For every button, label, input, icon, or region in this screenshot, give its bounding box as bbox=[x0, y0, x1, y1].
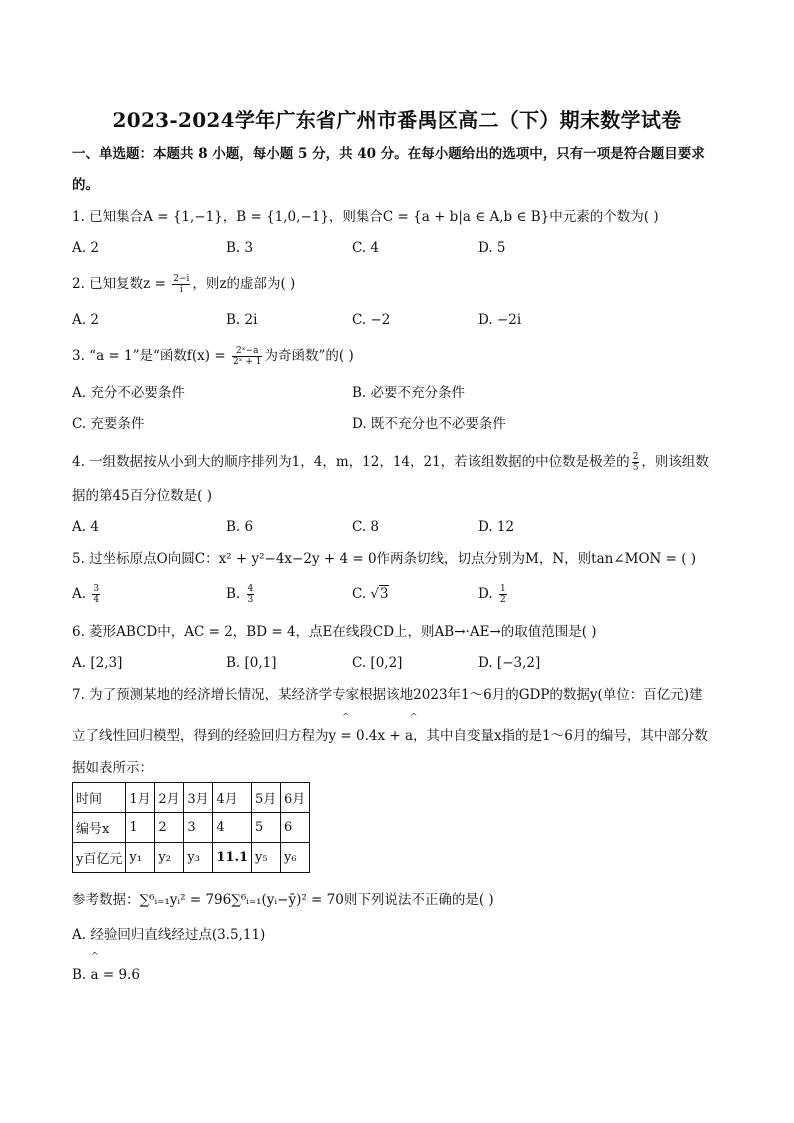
q4-stem-b: ，则该组数 bbox=[641, 454, 709, 470]
q3-stem-b: 为奇函数”的( ) bbox=[264, 348, 354, 364]
q5-option-d-num: 1 bbox=[499, 584, 506, 594]
q4-frac-num: 2 bbox=[632, 452, 639, 462]
q5-option-b-label: B. bbox=[226, 586, 241, 602]
table-cell: 3月 bbox=[184, 783, 213, 813]
section-heading: 一、单选题：本题共 8 小题，每小题 5 分，共 40 分。在每小题给出的选项中，只有一项是符合题目要求 bbox=[72, 146, 705, 162]
q5-option-b bbox=[226, 584, 256, 605]
table-cell: 5 bbox=[252, 813, 281, 843]
table-cell: 4月 bbox=[213, 783, 252, 813]
table-cell: 11.1 bbox=[213, 843, 252, 873]
table-row bbox=[73, 813, 310, 843]
q2-frac-den: i bbox=[179, 285, 183, 295]
q6-option-a: A. [2,3] bbox=[72, 655, 123, 671]
page-title: 2023-2024学年广东省广州市番禺区高二（下）期末数学试卷 bbox=[112, 108, 682, 132]
q7-hat-a: ^ bbox=[410, 713, 418, 723]
q5-option-d-fraction bbox=[499, 584, 507, 605]
table-cell: y₆ bbox=[281, 843, 310, 873]
q2-stem-b: ，则z的虚部为( ) bbox=[192, 276, 296, 292]
table-cell: y₃ bbox=[184, 843, 213, 873]
q3-stem-a: 3. “a = 1”是“函数f(x) = bbox=[72, 348, 230, 364]
table-cell: 6月 bbox=[281, 783, 310, 813]
q5-option-b-fraction bbox=[247, 584, 255, 605]
table-cell: y₅ bbox=[252, 843, 281, 873]
table-cell: y₂ bbox=[155, 843, 184, 873]
q2-option-c: C. −2 bbox=[352, 312, 391, 328]
q2-stem bbox=[72, 274, 295, 295]
q3-stem bbox=[72, 346, 354, 367]
q5-option-d-den: 2 bbox=[499, 595, 506, 605]
q5-option-b-num: 4 bbox=[247, 584, 254, 594]
q2-fraction bbox=[172, 274, 190, 295]
q3-fraction bbox=[232, 346, 263, 367]
q5-option-a bbox=[72, 584, 102, 605]
q5-option-d-label: D. bbox=[478, 586, 493, 602]
q7-option-a: A. 经验回归直线经过点(3.5,11) bbox=[72, 927, 266, 943]
q4-fraction bbox=[632, 452, 640, 473]
q4-option-a: A. 4 bbox=[72, 519, 99, 535]
q6-option-c: C. [0,2] bbox=[352, 655, 403, 671]
q1-option-d: D. 5 bbox=[478, 240, 506, 256]
table-cell: 6 bbox=[281, 813, 310, 843]
q2-option-b: B. 2i bbox=[226, 312, 258, 328]
q3-frac-den: 2ˣ + 1 bbox=[232, 357, 262, 367]
q3-option-c: C. 充要条件 bbox=[72, 416, 145, 432]
q6-stem: 6. 菱形ABCD中，AC = 2，BD = 4，点E在线段CD上，则AB→·AE→的取值范围是( ) bbox=[72, 624, 597, 640]
q4-frac-den: 5 bbox=[632, 463, 639, 473]
q2-stem-a: 2. 已知复数z = bbox=[72, 276, 171, 292]
q3-option-d: D. 既不充分也不必要条件 bbox=[352, 416, 506, 432]
table-cell: 编号x bbox=[73, 813, 126, 843]
table-cell: 1 bbox=[126, 813, 155, 843]
q5-option-c-label: C. bbox=[352, 586, 367, 602]
table-cell: 3 bbox=[184, 813, 213, 843]
table-cell: y₁ bbox=[126, 843, 155, 873]
q7-option-b-hat: ^ bbox=[91, 952, 99, 962]
q4-option-d: D. 12 bbox=[478, 519, 515, 535]
q2-option-a: A. 2 bbox=[72, 312, 99, 328]
q4-stem-a: 4. 一组数据按从小到大的顺序排列为1，4，m，12，14，21，若该组数据的中位数是极差的 bbox=[72, 454, 630, 470]
q3-option-b: B. 必要不充分条件 bbox=[352, 385, 466, 401]
q4-option-c: C. 8 bbox=[352, 519, 380, 535]
q7-option-b: B. a = 9.6 bbox=[72, 967, 140, 983]
q1-option-c: C. 4 bbox=[352, 240, 380, 256]
table-cell: y百亿元 bbox=[73, 843, 126, 873]
q1-option-a: A. 2 bbox=[72, 240, 99, 256]
q5-option-b-den: 3 bbox=[247, 595, 254, 605]
q5-option-a-num: 3 bbox=[93, 584, 100, 594]
table-row bbox=[73, 843, 310, 873]
q5-option-a-den: 4 bbox=[93, 595, 100, 605]
q5-option-c: C. √3 bbox=[352, 586, 389, 602]
q7-stem-line3: 据如表所示： bbox=[72, 760, 153, 776]
q3-frac-num: 2ˣ−a bbox=[232, 346, 263, 357]
q4-stem bbox=[72, 452, 709, 473]
q7-stem-line2: 立了线性回归模型，得到的经验回归方程为y = 0.4x + a，其中自变量x指的是1～6月的编号，其中部分数 bbox=[72, 728, 708, 744]
table-cell: 1月 bbox=[126, 783, 155, 813]
section-heading-cont: 的。 bbox=[72, 177, 99, 193]
q5-option-d bbox=[478, 584, 509, 605]
q5-stem: 5. 过坐标原点O向圆C：x² + y²−4x−2y + 4 = 0作两条切线，切点分别为M，N，则tan∠MON = ( ) bbox=[72, 551, 697, 567]
table-cell: 5月 bbox=[252, 783, 281, 813]
table-cell: 2 bbox=[155, 813, 184, 843]
q7-stem-line1: 7. 为了预测某地的经济增长情况，某经济学专家根据该地2023年1～6月的GDP的数据y(单位：百亿元)建 bbox=[72, 687, 703, 703]
q6-option-d: D. [−3,2] bbox=[478, 655, 541, 671]
q5-option-c-root: 3 bbox=[380, 586, 389, 602]
table-row bbox=[73, 783, 310, 813]
q3-option-a: A. 充分不必要条件 bbox=[72, 385, 185, 401]
q2-frac-num: 2−i bbox=[173, 274, 190, 284]
q6-option-b: B. [0,1] bbox=[226, 655, 277, 671]
q7-reference-data: 参考数据：∑⁶ᵢ₌₁yᵢ² = 796∑⁶ᵢ₌₁(yᵢ−ȳ)² = 70则下列说法不正确的是( ) bbox=[72, 892, 494, 908]
q4-stem-cont: 据的第45百分位数是( ) bbox=[72, 488, 213, 504]
table-cell: 时间 bbox=[73, 783, 126, 813]
q1-stem: 1. 已知集合A = {1,−1}，B = {1,0,−1}，则集合C = {a + b|a ∈ A,b ∈ B}中元素的个数为( ) bbox=[72, 209, 659, 225]
q2-option-d: D. −2i bbox=[478, 312, 522, 328]
q5-option-a-label: A. bbox=[72, 586, 87, 602]
gdp-data-table bbox=[72, 782, 310, 873]
q4-option-b: B. 6 bbox=[226, 519, 254, 535]
q5-option-a-fraction bbox=[92, 584, 100, 605]
q7-hat-y: ^ bbox=[342, 713, 350, 723]
table-cell: 4 bbox=[213, 813, 252, 843]
q1-option-b: B. 3 bbox=[226, 240, 254, 256]
table-cell: 2月 bbox=[155, 783, 184, 813]
